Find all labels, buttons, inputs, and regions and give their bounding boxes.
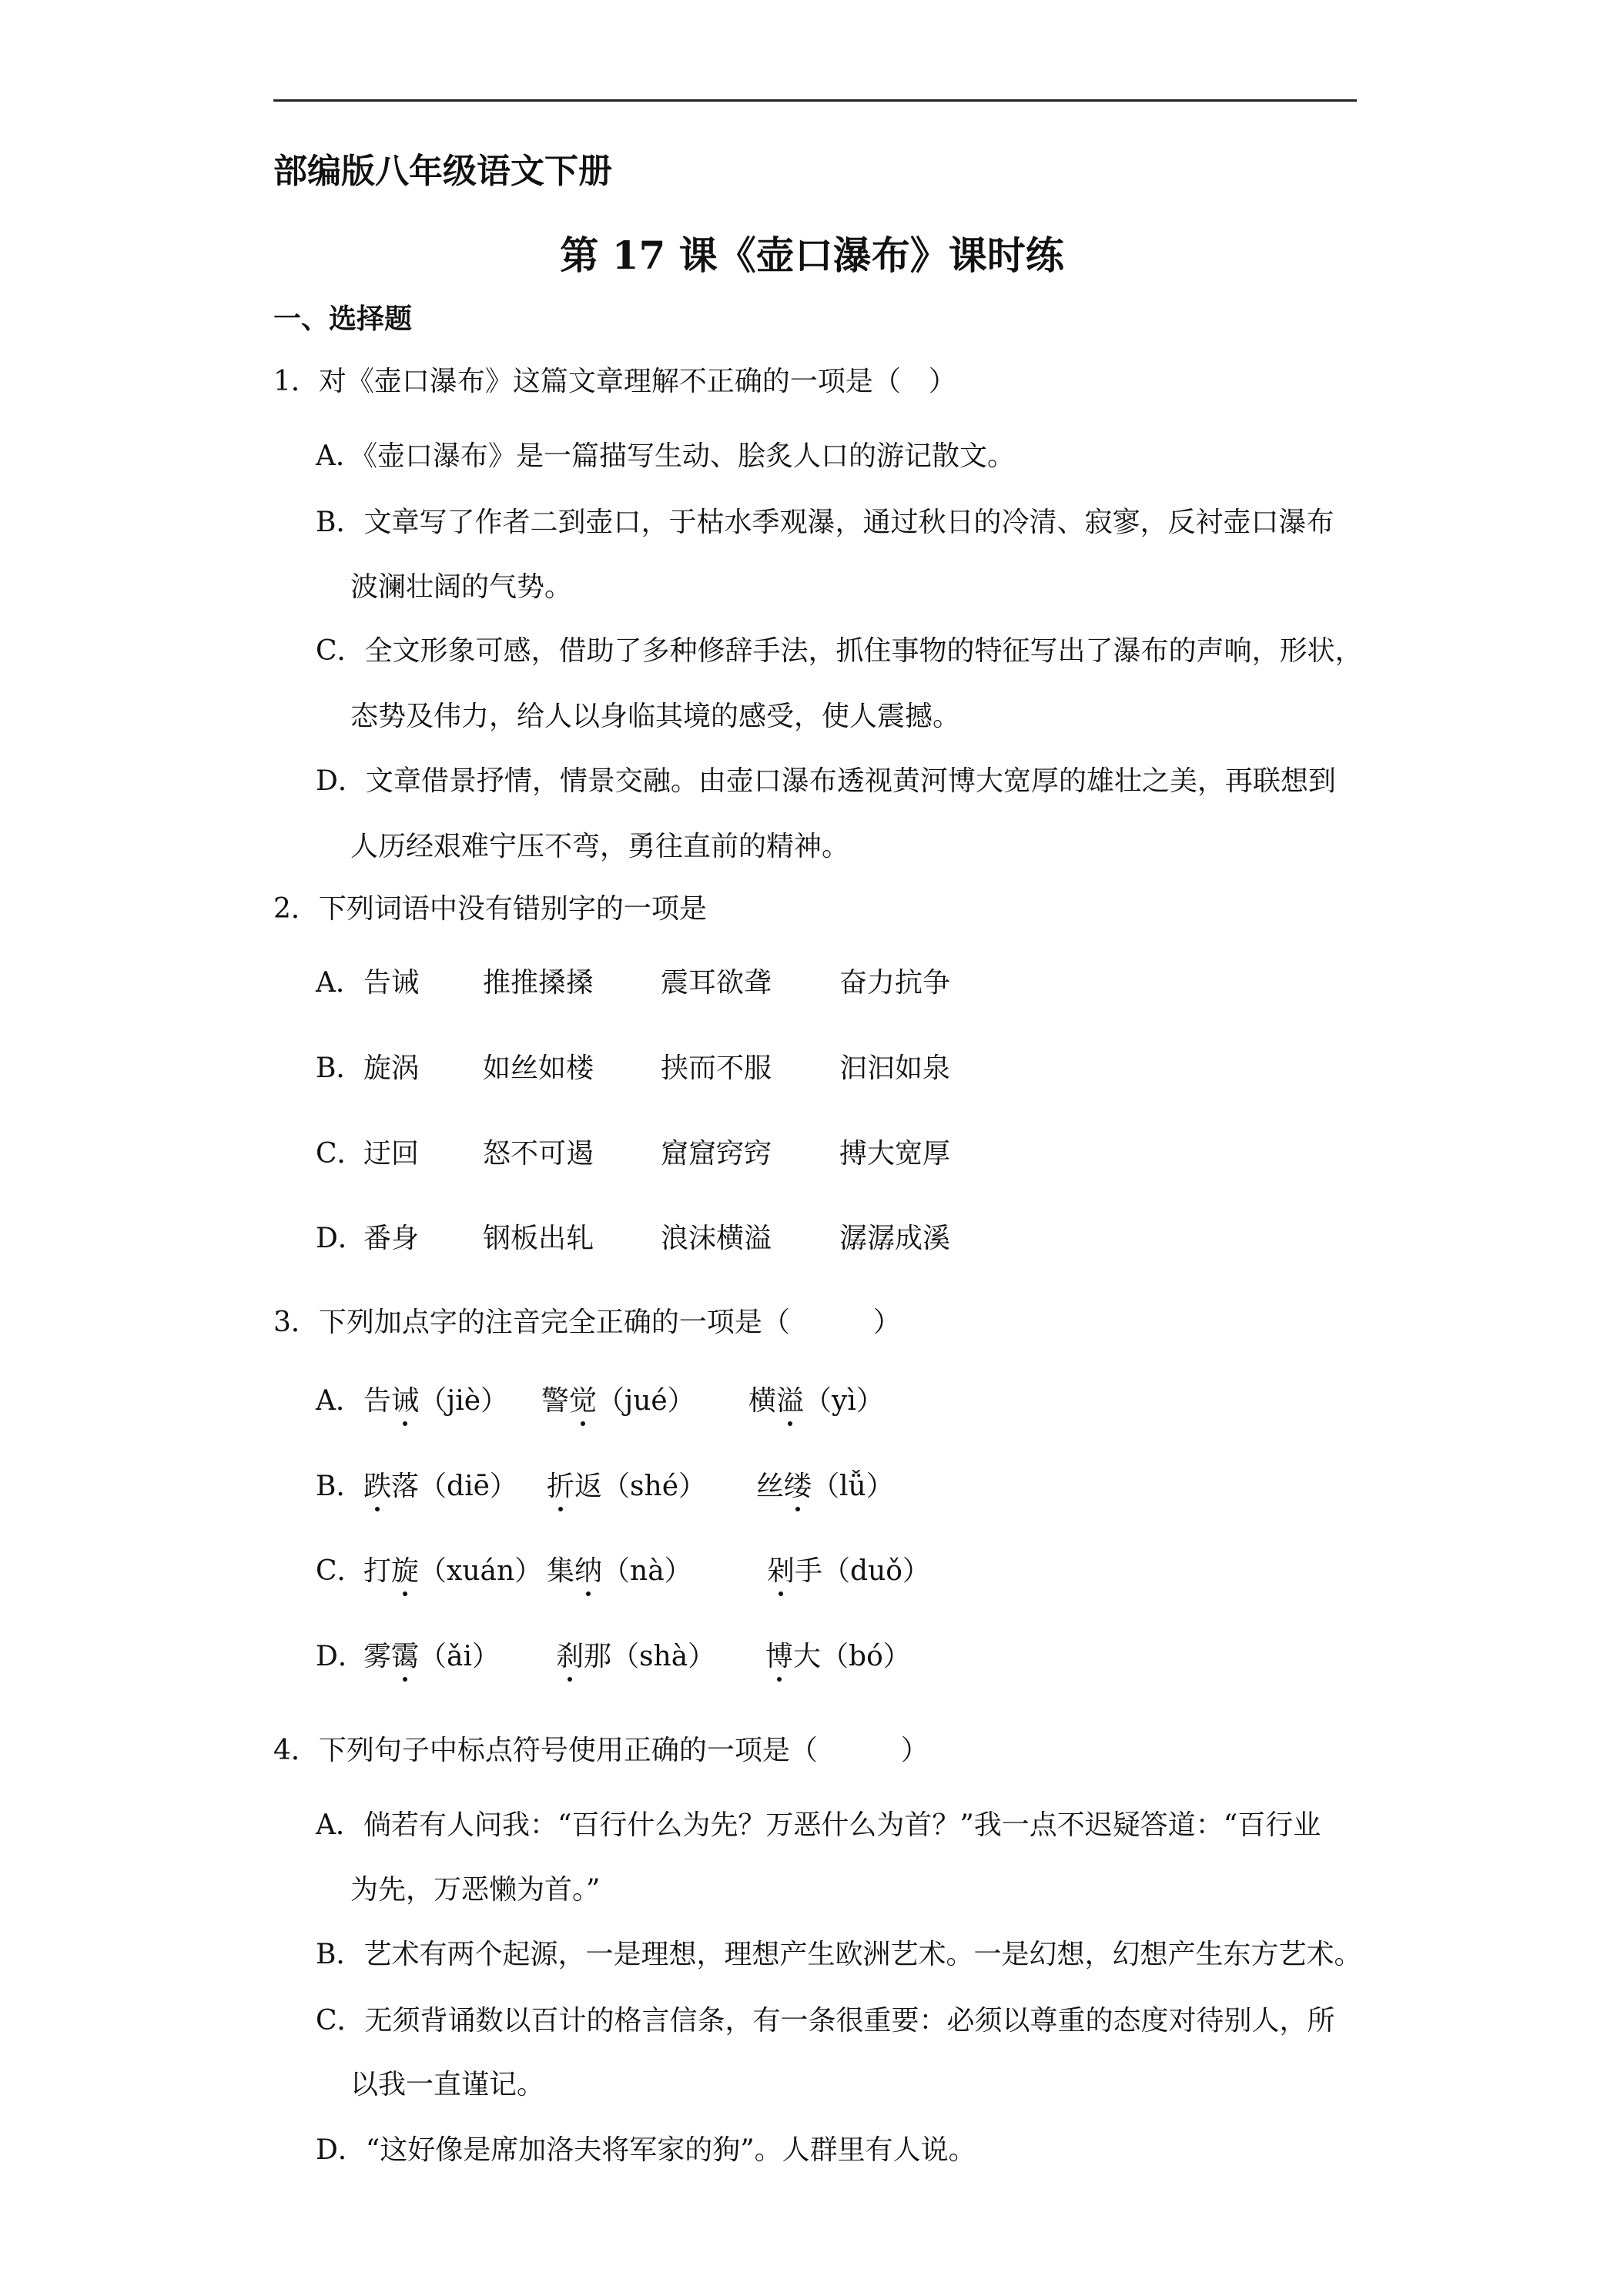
pinyin-item	[363, 1553, 542, 1590]
question-4-option-a: A．倘若有人问我：“百行什么为先？万恶什么为首？”我一点不迟疑答道：“百行业	[316, 1809, 1321, 1841]
question-3-stem: 3．下列加点字的注音完全正确的一项是（ ）	[273, 1307, 901, 1338]
pinyin-item	[363, 1638, 500, 1675]
option-word: 窟窟窍窍	[661, 1138, 772, 1170]
dotted-char: 诫	[391, 1383, 419, 1420]
dotted-char: 刹	[556, 1638, 584, 1675]
question-4-option-a-cont: 为先，万恶懒为首。”	[350, 1874, 601, 1906]
pinyin-text: （bó）	[821, 1641, 911, 1672]
word-char: 雾	[363, 1641, 392, 1672]
dotted-char: 剁	[767, 1553, 795, 1590]
word-char: 警	[541, 1385, 570, 1417]
option-word: 奋力抗争	[839, 967, 951, 999]
option-label: D．	[316, 1223, 366, 1254]
pinyin-item	[765, 1638, 911, 1675]
question-4-option-d: D．“这好像是席加洛夫将军家的狗”。人群里有人说。	[316, 2134, 976, 2166]
word-char: 告	[363, 1385, 392, 1417]
dotted-char: 博	[765, 1638, 793, 1675]
question-1-option-b: B．文章写了作者二到壶口，于枯水季观瀑，通过秋日的冷清、寂寥，反衬壶口瀑布	[316, 507, 1334, 538]
word-char: 落	[391, 1471, 420, 1502]
pinyin-item	[767, 1553, 930, 1590]
word-char: 丝	[756, 1471, 785, 1502]
word-char: 大	[793, 1641, 822, 1672]
question-2-stem: 2．下列词语中没有错别字的一项是	[273, 893, 707, 925]
option-word: 告诫	[363, 967, 420, 999]
option-word: 汩汩如泉	[839, 1053, 951, 1084]
question-4-option-c-cont: 以我一直谨记。	[350, 2069, 545, 2100]
pinyin-text: （ǎi）	[419, 1641, 501, 1672]
pinyin-text: （diē）	[419, 1471, 517, 1502]
option-word: 挟而不服	[661, 1053, 772, 1084]
pinyin-text: （xuán）	[419, 1555, 543, 1587]
question-1-option-c: C．全文形象可感，借助了多种修辞手法，抓住事物的特征写出了瀑布的声响，形状，	[316, 635, 1363, 667]
dotted-char: 旋	[391, 1553, 419, 1590]
question-1-option-c-cont: 态势及伟力，给人以身临其境的感受，使人震撼。	[350, 701, 961, 732]
option-word: 震耳欲聋	[661, 967, 772, 999]
question-1-stem: 1．对《壶口瀑布》这篇文章理解不正确的一项是（ ）	[273, 366, 956, 397]
word-char: 集	[547, 1555, 575, 1587]
question-1-option-b-cont: 波澜壮阔的气势。	[350, 571, 573, 603]
question-4-stem: 4．下列句子中标点符号使用正确的一项是（ ）	[273, 1735, 929, 1766]
word-char: 那	[584, 1641, 612, 1672]
pinyin-text: （jiè）	[419, 1385, 509, 1417]
option-word: 浪沫横溢	[661, 1223, 772, 1254]
pinyin-text: （lǚ）	[812, 1471, 894, 1502]
section-heading: 一、选择题	[273, 303, 413, 335]
option-label: B．	[316, 1471, 364, 1502]
option-word: 旋涡	[363, 1053, 420, 1084]
option-word: 迂回	[363, 1138, 420, 1170]
dotted-char: 溢	[776, 1383, 804, 1420]
option-word: 如丝如楼	[483, 1053, 594, 1084]
option-word: 怒不可遏	[483, 1138, 594, 1170]
option-label: C．	[316, 1138, 365, 1170]
page-title: 第 17 课《壶口瀑布》课时练	[560, 233, 1064, 278]
dotted-char: 霭	[391, 1638, 419, 1675]
option-label: A．	[316, 1385, 363, 1417]
option-word: 推推搡搡	[483, 967, 594, 999]
pinyin-text: （nà）	[602, 1555, 692, 1587]
option-label: D．	[316, 1641, 366, 1672]
pinyin-text: （jué）	[597, 1385, 695, 1417]
question-4-option-b: B．艺术有两个起源，一是理想，理想产生欧洲艺术。一是幻想，幻想产生东方艺术。	[316, 1939, 1362, 1970]
pinyin-item	[363, 1468, 517, 1505]
word-char: 手	[795, 1555, 823, 1587]
question-4-option-c: C．无须背诵数以百计的格言信条，有一条很重要：必须以尊重的态度对待别人，所	[316, 2005, 1335, 2037]
option-label: B．	[316, 1053, 364, 1084]
option-word: 番身	[363, 1223, 420, 1254]
word-char: 返	[574, 1471, 603, 1502]
pinyin-text: （duǒ）	[822, 1555, 930, 1587]
pinyin-text: （shà）	[611, 1641, 716, 1672]
dotted-char: 缕	[784, 1468, 812, 1505]
dotted-char: 觉	[569, 1383, 597, 1420]
pinyin-item	[541, 1383, 695, 1420]
pinyin-item	[547, 1553, 692, 1590]
subject-heading: 部编版八年级语文下册	[273, 152, 612, 191]
option-label: C．	[316, 1555, 365, 1587]
option-word: 钢板出轧	[483, 1223, 594, 1254]
dotted-char: 跌	[363, 1468, 391, 1505]
option-word: 搏大宽厚	[839, 1138, 951, 1170]
pinyin-item	[756, 1468, 894, 1505]
question-1-option-d: D．文章借景抒情，情景交融。由壶口瀑布透视黄河博大宽厚的雄壮之美，再联想到	[316, 765, 1336, 797]
question-1-option-a: A．《壶口瀑布》是一篇描写生动、脍炙人口的游记散文。	[316, 440, 1015, 472]
pinyin-item	[547, 1468, 706, 1505]
option-word: 潺潺成溪	[839, 1223, 951, 1254]
dotted-char: 折	[547, 1468, 574, 1505]
option-label: A．	[316, 967, 363, 999]
question-1-option-d-cont: 人历经艰难宁压不弯，勇往直前的精神。	[350, 831, 850, 862]
header-rule	[273, 99, 1357, 102]
pinyin-item	[363, 1383, 508, 1420]
pinyin-item	[748, 1383, 884, 1420]
pinyin-item	[556, 1638, 715, 1675]
pinyin-text: （yì）	[804, 1385, 884, 1417]
dotted-char: 纳	[574, 1553, 602, 1590]
word-char: 打	[363, 1555, 392, 1587]
pinyin-text: （shé）	[602, 1471, 706, 1502]
word-char: 横	[748, 1385, 777, 1417]
